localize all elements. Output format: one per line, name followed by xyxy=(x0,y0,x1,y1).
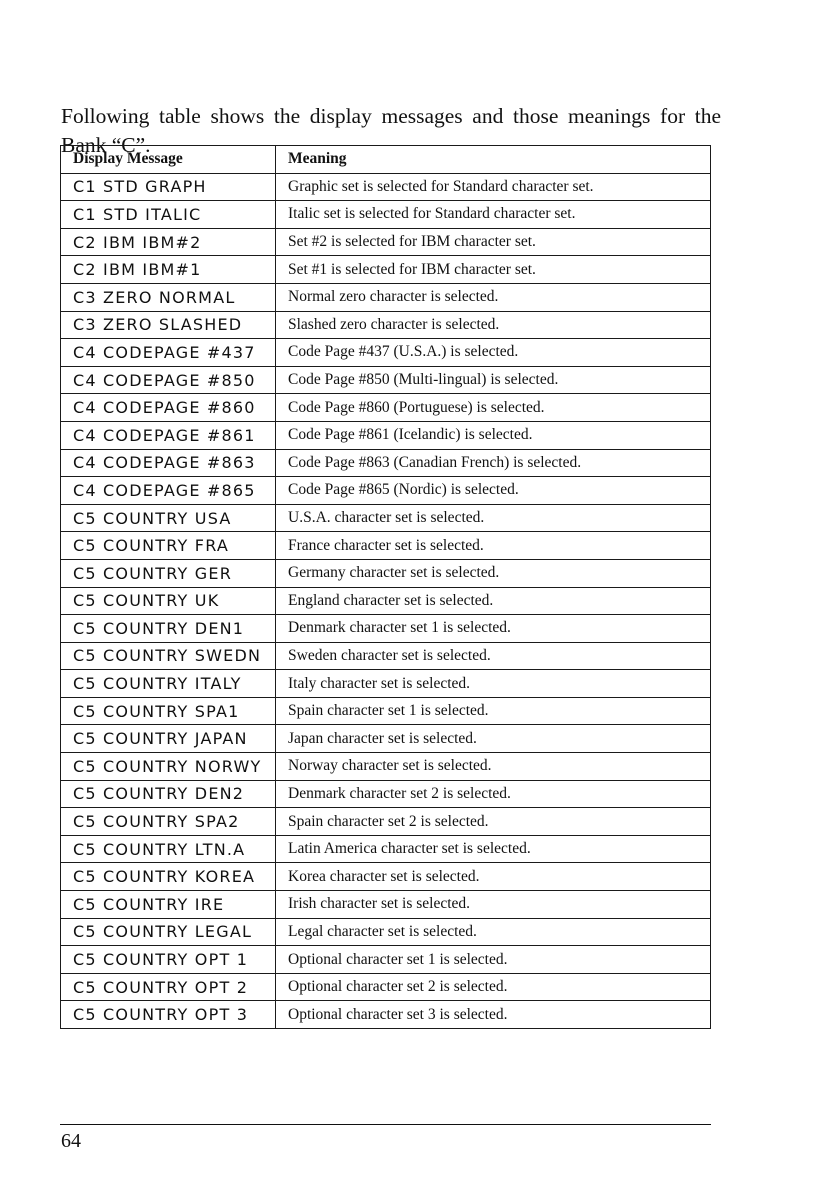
table-row xyxy=(61,1001,711,1029)
meaning-cell: Germany character set is selected. xyxy=(276,559,711,587)
table-row xyxy=(61,808,711,836)
meaning-cell: Code Page #437 (U.S.A.) is selected. xyxy=(276,339,711,367)
header-meaning: Meaning xyxy=(276,146,711,174)
header-display-message: Display Message xyxy=(61,146,276,174)
table-row xyxy=(61,201,711,229)
table-row xyxy=(61,753,711,781)
table-row xyxy=(61,532,711,560)
display-message-cell: C5 COUNTRY IRE xyxy=(61,891,276,919)
table-row xyxy=(61,780,711,808)
display-message-cell: C5 COUNTRY LTN.A xyxy=(61,835,276,863)
display-message-cell: C5 COUNTRY FRA xyxy=(61,532,276,560)
display-message-cell: C1 STD ITALIC xyxy=(61,201,276,229)
meaning-cell: Japan character set is selected. xyxy=(276,725,711,753)
meaning-cell: Denmark character set 1 is selected. xyxy=(276,615,711,643)
meaning-cell: Graphic set is selected for Standard character set. xyxy=(276,173,711,201)
table-row xyxy=(61,394,711,422)
meaning-cell: Irish character set is selected. xyxy=(276,891,711,919)
display-message-cell: C5 COUNTRY OPT 2 xyxy=(61,973,276,1001)
meaning-cell: England character set is selected. xyxy=(276,587,711,615)
footer-rule xyxy=(60,1124,711,1125)
table-row xyxy=(61,973,711,1001)
meaning-cell: Korea character set is selected. xyxy=(276,863,711,891)
meaning-cell: Optional character set 2 is selected. xyxy=(276,973,711,1001)
table-row xyxy=(61,835,711,863)
meaning-cell: Optional character set 3 is selected. xyxy=(276,1001,711,1029)
meaning-cell: Code Page #861 (Icelandic) is selected. xyxy=(276,421,711,449)
display-message-cell: C5 COUNTRY SPA1 xyxy=(61,697,276,725)
table-row xyxy=(61,283,711,311)
table-row xyxy=(61,559,711,587)
table-row xyxy=(61,946,711,974)
meaning-cell: Sweden character set is selected. xyxy=(276,642,711,670)
meaning-cell: Code Page #850 (Multi-lingual) is selected. xyxy=(276,366,711,394)
meaning-cell: France character set is selected. xyxy=(276,532,711,560)
display-message-cell: C5 COUNTRY ITALY xyxy=(61,670,276,698)
table-row xyxy=(61,697,711,725)
display-message-cell: C4 CODEPAGE #437 xyxy=(61,339,276,367)
meaning-cell: Code Page #860 (Portuguese) is selected. xyxy=(276,394,711,422)
meaning-cell: Normal zero character is selected. xyxy=(276,283,711,311)
display-message-cell: C5 COUNTRY NORWY xyxy=(61,753,276,781)
meaning-cell: Optional character set 1 is selected. xyxy=(276,946,711,974)
meaning-cell: Spain character set 2 is selected. xyxy=(276,808,711,836)
display-message-cell: C5 COUNTRY OPT 1 xyxy=(61,946,276,974)
table-row xyxy=(61,863,711,891)
display-message-cell: C3 ZERO SLASHED xyxy=(61,311,276,339)
table-row xyxy=(61,891,711,919)
meaning-cell: Latin America character set is selected. xyxy=(276,835,711,863)
page-number: 64 xyxy=(61,1130,81,1152)
table-row xyxy=(61,421,711,449)
display-message-cell: C4 CODEPAGE #863 xyxy=(61,449,276,477)
table-row xyxy=(61,918,711,946)
table-header-row xyxy=(61,146,711,174)
meaning-cell: Code Page #865 (Nordic) is selected. xyxy=(276,477,711,505)
display-message-cell: C5 COUNTRY JAPAN xyxy=(61,725,276,753)
display-message-cell: C5 COUNTRY DEN1 xyxy=(61,615,276,643)
meaning-cell: Italy character set is selected. xyxy=(276,670,711,698)
meaning-cell: Norway character set is selected. xyxy=(276,753,711,781)
meaning-cell: U.S.A. character set is selected. xyxy=(276,504,711,532)
display-message-cell: C4 CODEPAGE #861 xyxy=(61,421,276,449)
meaning-cell: Slashed zero character is selected. xyxy=(276,311,711,339)
table-row xyxy=(61,725,711,753)
table-row xyxy=(61,587,711,615)
display-message-cell: C5 COUNTRY USA xyxy=(61,504,276,532)
display-message-cell: C5 COUNTRY UK xyxy=(61,587,276,615)
meaning-cell: Italic set is selected for Standard character set. xyxy=(276,201,711,229)
meaning-cell: Set #2 is selected for IBM character set. xyxy=(276,228,711,256)
table-row xyxy=(61,228,711,256)
table-row xyxy=(61,670,711,698)
display-message-cell: C4 CODEPAGE #850 xyxy=(61,366,276,394)
meaning-cell: Legal character set is selected. xyxy=(276,918,711,946)
display-message-cell: C1 STD GRAPH xyxy=(61,173,276,201)
meaning-cell: Denmark character set 2 is selected. xyxy=(276,780,711,808)
display-message-cell: C5 COUNTRY KOREA xyxy=(61,863,276,891)
table-row xyxy=(61,642,711,670)
table-row xyxy=(61,477,711,505)
meaning-cell: Spain character set 1 is selected. xyxy=(276,697,711,725)
display-message-cell: C2 IBM IBM#1 xyxy=(61,256,276,284)
display-message-cell: C5 COUNTRY GER xyxy=(61,559,276,587)
display-message-cell: C5 COUNTRY LEGAL xyxy=(61,918,276,946)
display-message-cell: C3 ZERO NORMAL xyxy=(61,283,276,311)
table-row xyxy=(61,311,711,339)
table-row xyxy=(61,339,711,367)
table-row xyxy=(61,504,711,532)
table-row xyxy=(61,256,711,284)
table-row xyxy=(61,366,711,394)
display-message-cell: C5 COUNTRY DEN2 xyxy=(61,780,276,808)
display-message-cell: C5 COUNTRY OPT 3 xyxy=(61,1001,276,1029)
display-message-table xyxy=(60,145,711,1029)
display-message-cell: C4 CODEPAGE #860 xyxy=(61,394,276,422)
intro-paragraph: Following table shows the display messages and those meanings for the Bank “C”. xyxy=(61,103,721,157)
table-row xyxy=(61,173,711,201)
display-message-cell: C5 COUNTRY SPA2 xyxy=(61,808,276,836)
display-message-cell: C2 IBM IBM#2 xyxy=(61,228,276,256)
display-message-cell: C5 COUNTRY SWEDN xyxy=(61,642,276,670)
table-row xyxy=(61,449,711,477)
display-message-cell: C4 CODEPAGE #865 xyxy=(61,477,276,505)
meaning-cell: Set #1 is selected for IBM character set. xyxy=(276,256,711,284)
table-row xyxy=(61,615,711,643)
meaning-cell: Code Page #863 (Canadian French) is selected. xyxy=(276,449,711,477)
